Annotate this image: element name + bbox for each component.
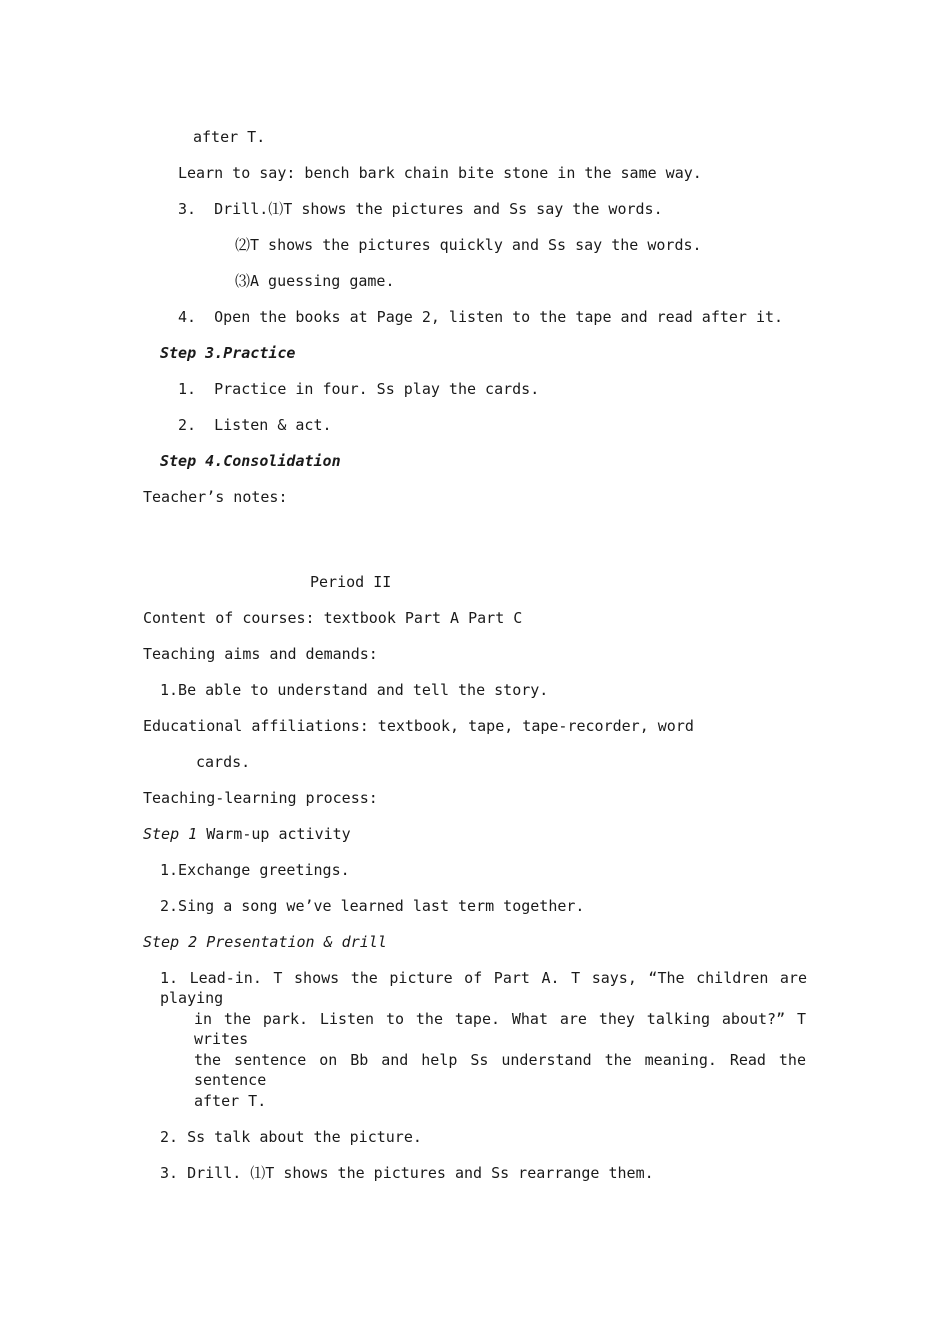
presentation-item-2: 2. Ss talk about the picture.: [160, 1128, 422, 1146]
aims-label: Teaching aims and demands:: [143, 645, 378, 663]
drill-step-3: ⑶A guessing game.: [235, 272, 395, 290]
step3-heading: Step 3.Practice: [160, 344, 296, 362]
warmup-item-2: 2.Sing a song we’ve learned last term together.: [160, 897, 585, 915]
affiliations-line-2: cards.: [196, 753, 251, 771]
open-books-line: 4. Open the books at Page 2, listen to the tape and read after it.: [178, 308, 784, 326]
leadin-line-1: 1. Lead-in. T shows the picture of Part A. T says, “The children are playing: [160, 969, 807, 1007]
drill-step-1: 3. Drill.⑴T shows the pictures and Ss say the words.: [178, 200, 663, 218]
presentation-item-3: 3. Drill. ⑴T shows the pictures and Ss rearrange them.: [160, 1164, 654, 1182]
affiliations-line-1: Educational affiliations: textbook, tape, tape-recorder, word: [143, 717, 694, 735]
leadin-line-2: in the park. Listen to the tape. What are they talking about?” T writes: [194, 1010, 806, 1048]
aim-item-1: 1.Be able to understand and tell the story.: [160, 681, 549, 699]
leadin-line-3: the sentence on Bb and help Ss understand the meaning. Read the sentence: [194, 1051, 806, 1089]
step1-label: Step 1: [143, 825, 198, 843]
leadin-line-4: after T.: [194, 1092, 267, 1110]
step4-heading: Step 4.Consolidation: [160, 452, 341, 470]
drill-step-2: ⑵T shows the pictures quickly and Ss say the words.: [235, 236, 702, 254]
practice-item-2: 2. Listen & act.: [178, 416, 332, 434]
step1-heading: [143, 824, 351, 844]
practice-item-1: 1. Practice in four. Ss play the cards.: [178, 380, 540, 398]
learn-to-say-line: Learn to say: bench bark chain bite stone in the same way.: [178, 164, 702, 182]
teachers-notes-label: Teacher’s notes:: [143, 488, 288, 506]
period-title: Period II: [310, 573, 392, 591]
warmup-item-1: 1.Exchange greetings.: [160, 861, 350, 879]
step1-title: Warm-up activity: [197, 825, 351, 843]
step2-heading: Step 2 Presentation & drill: [143, 933, 387, 951]
continued-text: after T.: [193, 128, 266, 146]
process-label: Teaching-learning process:: [143, 789, 378, 807]
content-of-courses: Content of courses: textbook Part A Part C: [143, 609, 523, 627]
